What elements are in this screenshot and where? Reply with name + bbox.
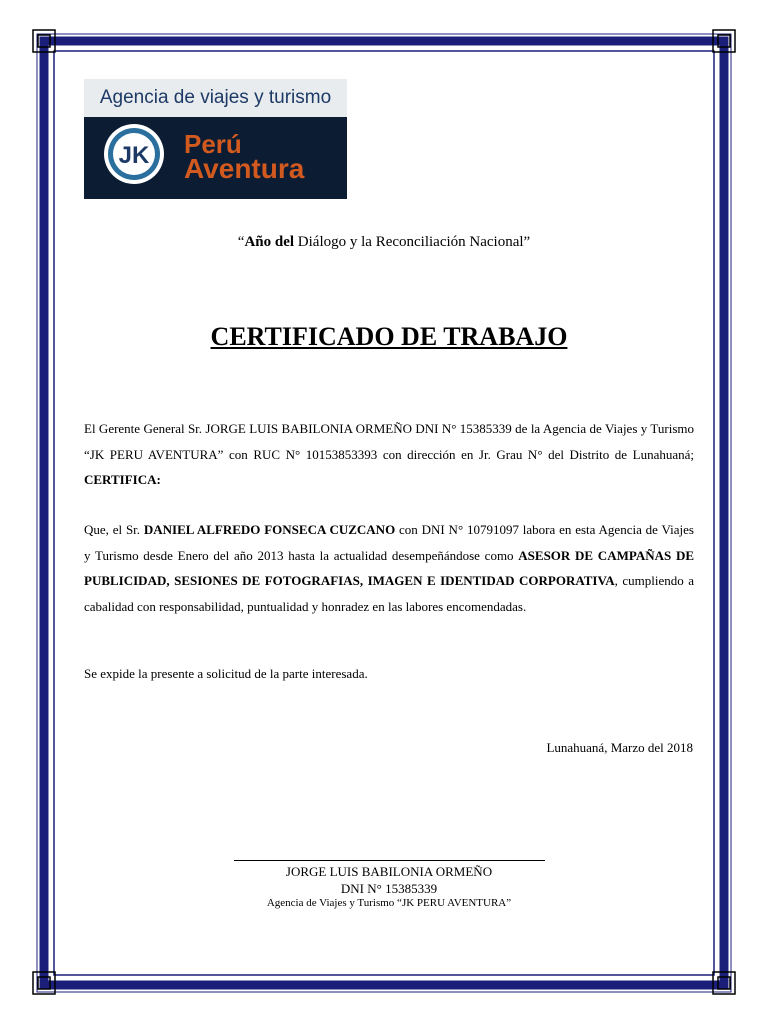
logo-brand-line2: Aventura <box>184 153 305 184</box>
year-motto <box>0 234 768 251</box>
motto-rest: Diálogo y la Reconciliación Nacional” <box>294 234 531 250</box>
logo-emblem-text: JK <box>118 142 150 169</box>
p1-text: El Gerente General Sr. JORGE LUIS BABILONIA ORMEÑO DNI N° 15385339 de la Agencia de Viajes y Turismo “JK PERU AVENTURA” con RUC N° 10153853393 con dirección en Jr. Grau N° del Distrito de Lunahuaná; <box>84 421 694 462</box>
p2-text2: con DNI N° 10791097 labora en esta Agencia de Viajes y Turismo desde Enero del año 2013 hasta la actualidad desempeñándose como <box>84 522 694 563</box>
place-date: Lunahuaná, Marzo del 2018 <box>546 740 693 755</box>
signatory-company: Agencia de Viajes y Turismo “JK PERU AVENTURA” <box>266 897 512 909</box>
p2-text3: , cumpliendo a cabalidad con responsabilidad, puntualidad y honradez en las labores encomendadas. <box>84 573 694 614</box>
motto-open-quote: “ <box>237 234 245 250</box>
signatory-name: JORGE LUIS BABILONIA ORMEÑO <box>285 864 493 879</box>
p2-position: ASESOR DE CAMPAÑAS DE PUBLICIDAD, SESIONES DE FOTOGRAFIAS, IMAGEN E IDENTIDAD CORPORATIVA <box>84 547 694 588</box>
paragraph-manager <box>84 416 694 493</box>
p2-employee-name: DANIEL ALFREDO FONSECA CUZCANO <box>143 522 396 537</box>
company-logo <box>84 79 347 199</box>
p2-text1: Que, el Sr. <box>84 522 144 537</box>
paragraph-issue: Se expide la presente a solicitud de la parte interesada. <box>84 666 368 681</box>
motto-bold: Año del <box>244 234 295 250</box>
document-title: CERTIFICADO DE TRABAJO <box>210 322 568 351</box>
p1-certifica: CERTIFICA: <box>84 472 161 487</box>
logo-tagline: Agencia de viajes y turismo <box>84 79 347 117</box>
jk-emblem-icon <box>102 122 166 186</box>
signatory-dni: DNI N° 15385339 <box>340 881 438 896</box>
logo-brand-line1: Perú <box>184 129 242 159</box>
paragraph-employee <box>84 517 694 619</box>
signature-line <box>234 860 545 861</box>
